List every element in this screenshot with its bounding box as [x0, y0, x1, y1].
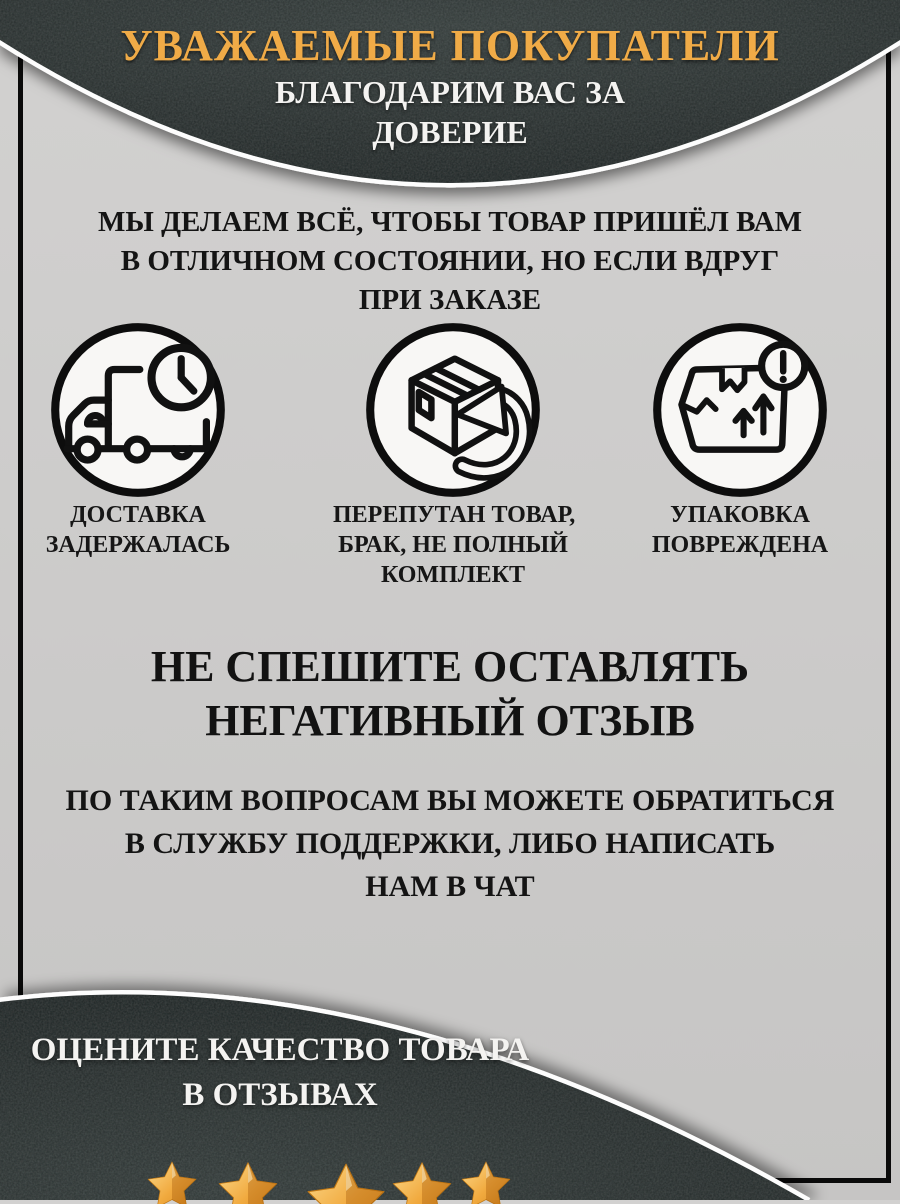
issue-label-line: ЗАДЕРЖАЛАСЬ	[45, 532, 231, 558]
issue-label-line: БРАК, НЕ ПОЛНЫЙ	[338, 532, 568, 558]
intro-line: В ОТЛИЧНОМ СОСТОЯНИИ, НО ЕСЛИ ВДРУГ	[120, 245, 780, 277]
intro-paragraph	[0, 203, 900, 320]
star-icon	[352, 1123, 422, 1193]
intro-line: ПРИ ЗАКАЗЕ	[358, 284, 542, 316]
issue-card-delivery	[18, 320, 258, 560]
issue-card-wrong-item	[333, 320, 576, 590]
star-icon	[114, 1129, 172, 1187]
header-subtitle-line: БЛАГОДАРИМ ВАС ЗА	[275, 74, 625, 110]
header-title: УВАЖАЕМЫЕ ПОКУПАТЕЛИ	[120, 21, 780, 70]
delivery-truck-clock-icon	[48, 320, 228, 500]
footer-text	[0, 1028, 560, 1118]
support-line: НАМ В ЧАТ	[365, 870, 535, 903]
headline-line: НЕ СПЕШИТЕ ОСТАВЛЯТЬ	[150, 642, 750, 691]
star-icon	[428, 1129, 486, 1187]
header-subtitle-line: ДОВЕРИЕ	[372, 114, 528, 150]
support-paragraph	[0, 779, 900, 908]
support-line: В СЛУЖБУ ПОДДЕРЖКИ, ЛИБО НАПИСАТЬ	[124, 827, 776, 860]
footer-line: В ОТЗЫВАХ	[182, 1077, 378, 1113]
star-icon	[254, 1112, 346, 1204]
star-icon	[178, 1123, 248, 1193]
headline	[0, 640, 900, 748]
issue-label-line: КОМПЛЕКТ	[380, 562, 526, 588]
issue-label-line: УПАКОВКА	[670, 502, 810, 528]
intro-line: МЫ ДЕЛАЕМ ВСЁ, ЧТОБЫ ТОВАР ПРИШЁЛ ВАМ	[97, 206, 802, 238]
issue-label-line: ПЕРЕПУТАН ТОВАР,	[333, 502, 576, 528]
issue-card-damaged-package	[620, 320, 860, 560]
issue-label-line: ПОВРЕЖДЕНА	[651, 532, 829, 558]
damaged-package-icon	[650, 320, 830, 500]
headline-line: НЕГАТИВНЫЙ ОТЗЫВ	[205, 696, 695, 745]
support-line: ПО ТАКИМ ВОПРОСАМ ВЫ МОЖЕТЕ ОБРАТИТЬСЯ	[65, 784, 835, 817]
header-subtitle	[0, 72, 900, 152]
issue-label-line: ДОСТАВКА	[70, 502, 206, 528]
footer-line: ОЦЕНИТЕ КАЧЕСТВО ТОВАРА	[30, 1032, 530, 1068]
rating-stars	[100, 1112, 500, 1204]
box-return-arrow-icon	[363, 320, 543, 500]
